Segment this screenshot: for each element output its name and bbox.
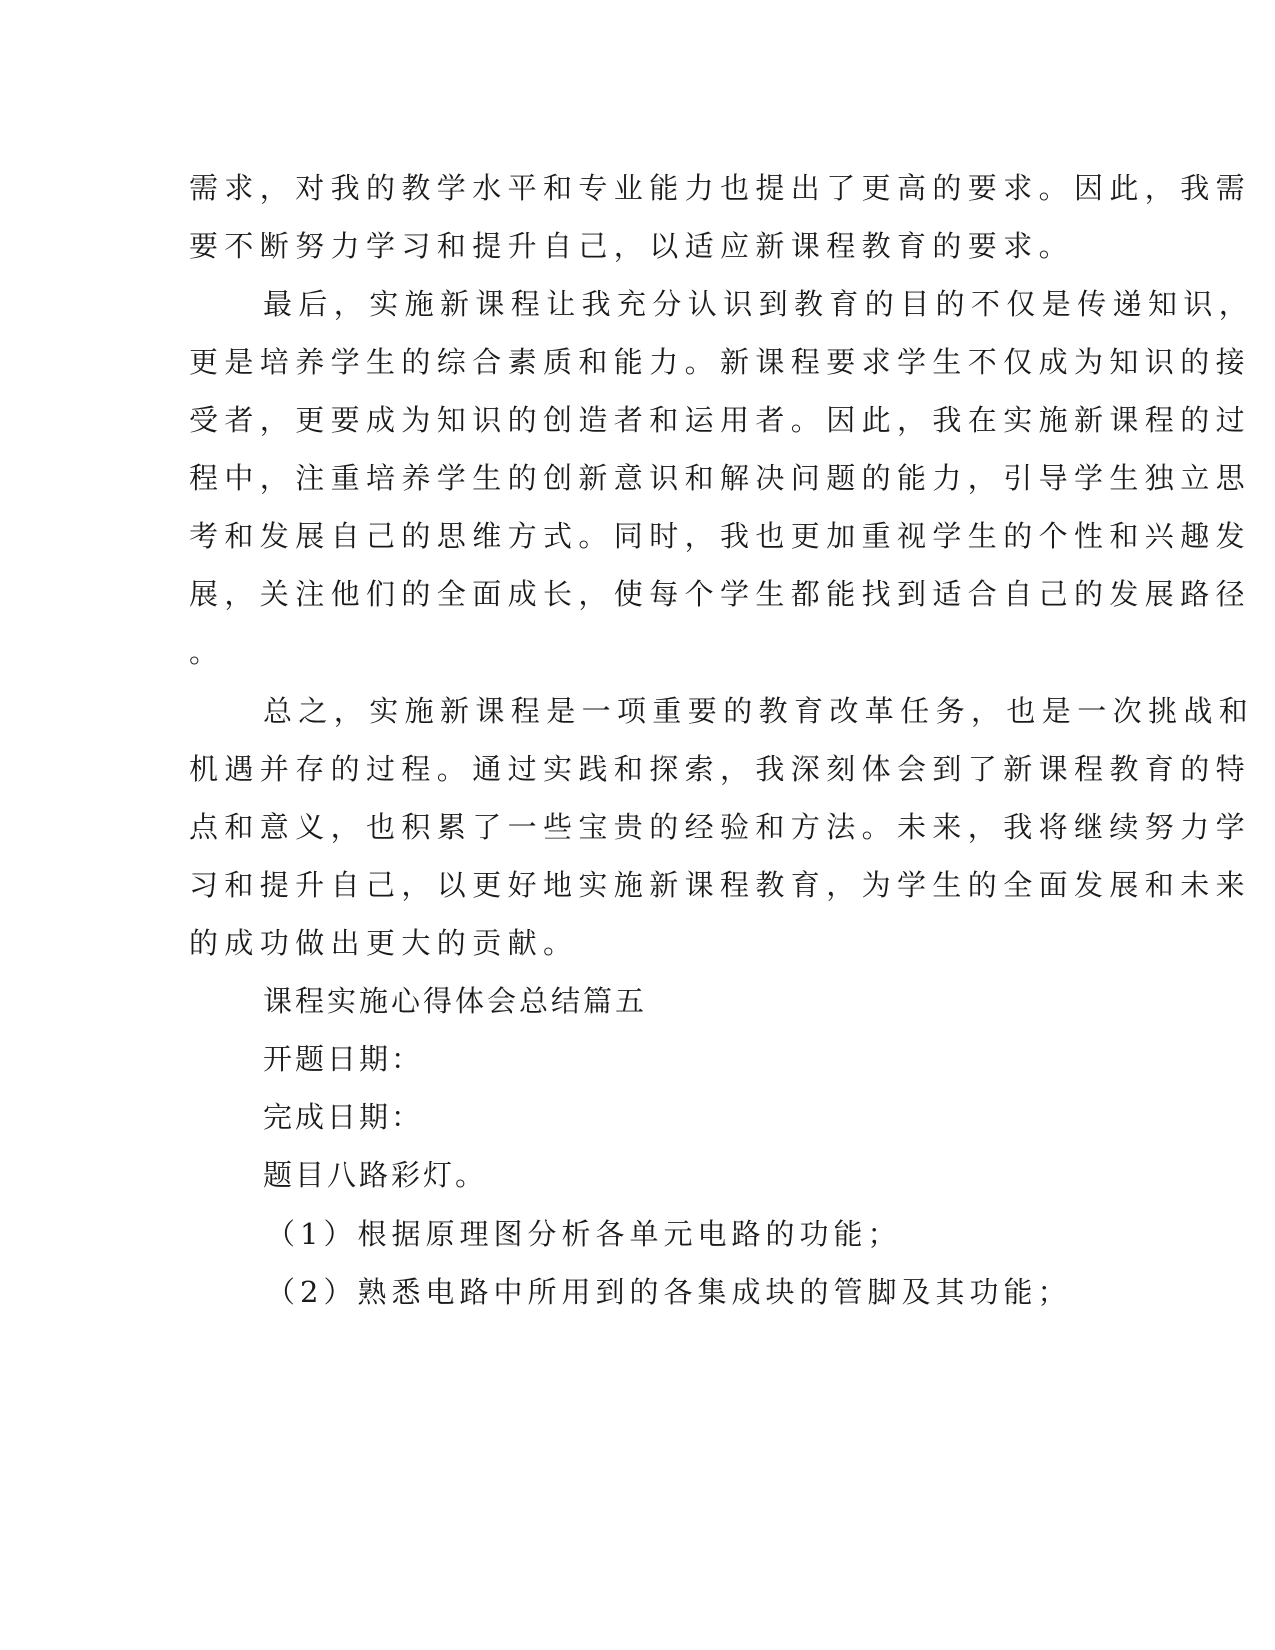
- paragraph-line: 的成功做出更大的贡献。: [189, 926, 579, 960]
- paragraph-line: 更是培养学生的综合素质和能力。新课程要求学生不仅成为知识的接: [189, 345, 1252, 379]
- paragraph-line: 需求，对我的教学水平和专业能力也提出了更高的要求。因此，我需: [189, 171, 1252, 205]
- paragraph-line: 要不断努力学习和提升自己，以适应新课程教育的要求。: [189, 229, 1075, 263]
- start-date-label: 开题日期：: [263, 1042, 424, 1076]
- paragraph-line: 。: [189, 635, 225, 669]
- paragraph-line: 总之，实施新课程是一项重要的教育改革任务，也是一次挑战和: [263, 694, 1255, 728]
- paragraph-line: 最后，实施新课程让我充分认识到教育的目的不仅是传递知识，: [263, 287, 1255, 321]
- paragraph-line: 习和提升自己，以更好地实施新课程教育，为学生的全面发展和未来: [189, 868, 1252, 902]
- paragraph-line: 点和意义，也积累了一些宝贵的经验和方法。未来，我将继续努力学: [189, 810, 1252, 844]
- list-item: （2）熟悉电路中所用到的各集成块的管脚及其功能；: [266, 1275, 1072, 1309]
- topic-title: 题目八路彩灯。: [263, 1158, 488, 1192]
- paragraph-line: 受者，更要成为知识的创造者和运用者。因此，我在实施新课程的过: [189, 403, 1252, 437]
- paragraph-line: 机遇并存的过程。通过实践和探索，我深刻体会到了新课程教育的特: [189, 752, 1252, 786]
- list-item: （1）根据原理图分析各单元电路的功能；: [266, 1217, 902, 1251]
- section-title: 课程实施心得体会总结篇五: [263, 984, 648, 1018]
- paragraph-line: 考和发展自己的思维方式。同时，我也更加重视学生的个性和兴趣发: [189, 519, 1252, 553]
- paragraph-line: 程中，注重培养学生的创新意识和解决问题的能力，引导学生独立思: [189, 461, 1252, 495]
- paragraph-line: 展，关注他们的全面成长，使每个学生都能找到适合自己的发展路径: [189, 577, 1252, 611]
- finish-date-label: 完成日期：: [263, 1100, 424, 1134]
